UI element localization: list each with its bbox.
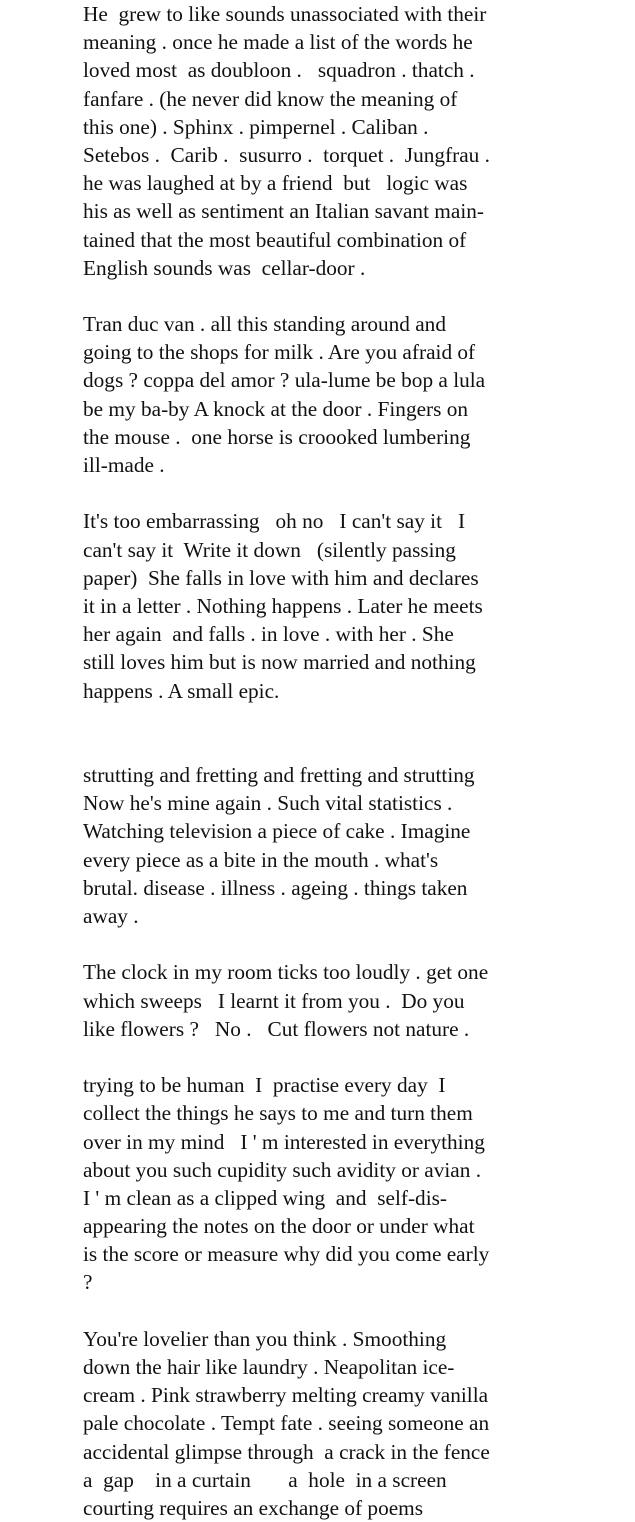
poem-line: over in my mind I ' m interested in everything (83, 1129, 485, 1154)
poem-line: it in a letter . Nothing happens . Later he meets (83, 593, 483, 618)
poem-line: You're lovelier than you think . Smoothing (83, 1326, 447, 1351)
poem-line: Watching television a piece of cake . Imagine (83, 819, 471, 844)
poem-line: accidental glimpse through a crack in the fence (83, 1439, 490, 1464)
blank-line (83, 733, 628, 761)
poem-line: happens . A small epic. (83, 678, 280, 703)
poem-line: her again and falls . in love . with her . She (83, 622, 454, 647)
poem-line: a gap in a curtain a hole in a screen (83, 1467, 447, 1492)
blank-line (83, 282, 628, 310)
poem-line: like flowers ? No . Cut flowers not nature . (83, 1016, 470, 1041)
blank-line (83, 1297, 628, 1325)
poem-line: is the score or measure why did you come early (83, 1242, 490, 1267)
poem-line: Now he's mine again . Such vital statistics . (83, 791, 453, 816)
poem-line: meaning . once he made a list of the words he (83, 30, 473, 55)
poem-line: fanfare . (he never did know the meaning of (83, 86, 458, 111)
poem-line: tained that the most beautiful combination of (83, 227, 467, 252)
poem-line: this one) . Sphinx . pimpernel . Caliban . (83, 114, 429, 139)
poem-line: still loves him but is now married and nothing (83, 650, 476, 675)
poem-line: about you such cupidity such avidity or avian . (83, 1157, 482, 1182)
poem-line: which sweeps I learnt it from you . Do you (83, 988, 465, 1013)
poem-line: cream . Pink strawberry melting creamy vanilla (83, 1383, 489, 1408)
poem-line: English sounds was cellar-door . (83, 255, 366, 280)
poem-line: strutting and fretting and fretting and strutting (83, 763, 475, 788)
poem-line: the mouse . one horse is croooked lumbering (83, 424, 471, 449)
poem-line: away . (83, 904, 139, 928)
blank-line (83, 1043, 628, 1071)
poem-text-block (83, 0, 628, 1522)
poem-line: every piece as a bite in the mouth . what's (83, 847, 439, 872)
poem-line: collect the things he says to me and turn them (83, 1101, 473, 1126)
poem-line: appearing the notes on the door or under what (83, 1214, 475, 1239)
poem-line: Tran duc van . all this standing around and (83, 312, 446, 337)
poem-line: dogs ? coppa del amor ? ula-lume be bop a lula (83, 368, 486, 393)
poem-line: ill-made . (83, 453, 165, 477)
poem-line: can't say it Write it down (silently passing (83, 537, 456, 562)
poem-line: loved most as doubloon . squadron . thatch . (83, 58, 475, 83)
blank-line (83, 705, 628, 733)
poem-line: ? (83, 1270, 93, 1295)
blank-line (83, 479, 628, 507)
poem-line: Setebos . Carib . susurro . torquet . Jungfrau . (83, 142, 490, 167)
poem-line: pale chocolate . Tempt fate . seeing someone an (83, 1411, 490, 1436)
poem-line: his as well as sentiment an Italian savant main- (83, 199, 484, 224)
poem-line: be my ba-by A knock at the door . Fingers on (83, 396, 469, 421)
poem-line: going to the shops for milk . Are you afraid of (83, 340, 476, 365)
poem-line: The clock in my room ticks too loudly . get one (83, 960, 489, 985)
poem-line: paper) She falls in love with him and declares (83, 565, 479, 590)
poem-line: He grew to like sounds unassociated with their (83, 2, 487, 26)
blank-line (83, 930, 628, 958)
poem-line: courting requires an exchange of poems (83, 1495, 424, 1520)
poem-line: down the hair like laundry . Neapolitan ice- (83, 1355, 455, 1379)
poem-line: I ' m clean as a clipped wing and self-dis- (83, 1185, 447, 1210)
poem-line: he was laughed at by a friend but logic was (83, 171, 468, 196)
poem-line: It's too embarrassing oh no I can't say it I (83, 509, 466, 534)
poem-line: trying to be human I practise every day I (83, 1073, 446, 1098)
poem-line: brutal. disease . illness . ageing . things taken (83, 875, 468, 900)
